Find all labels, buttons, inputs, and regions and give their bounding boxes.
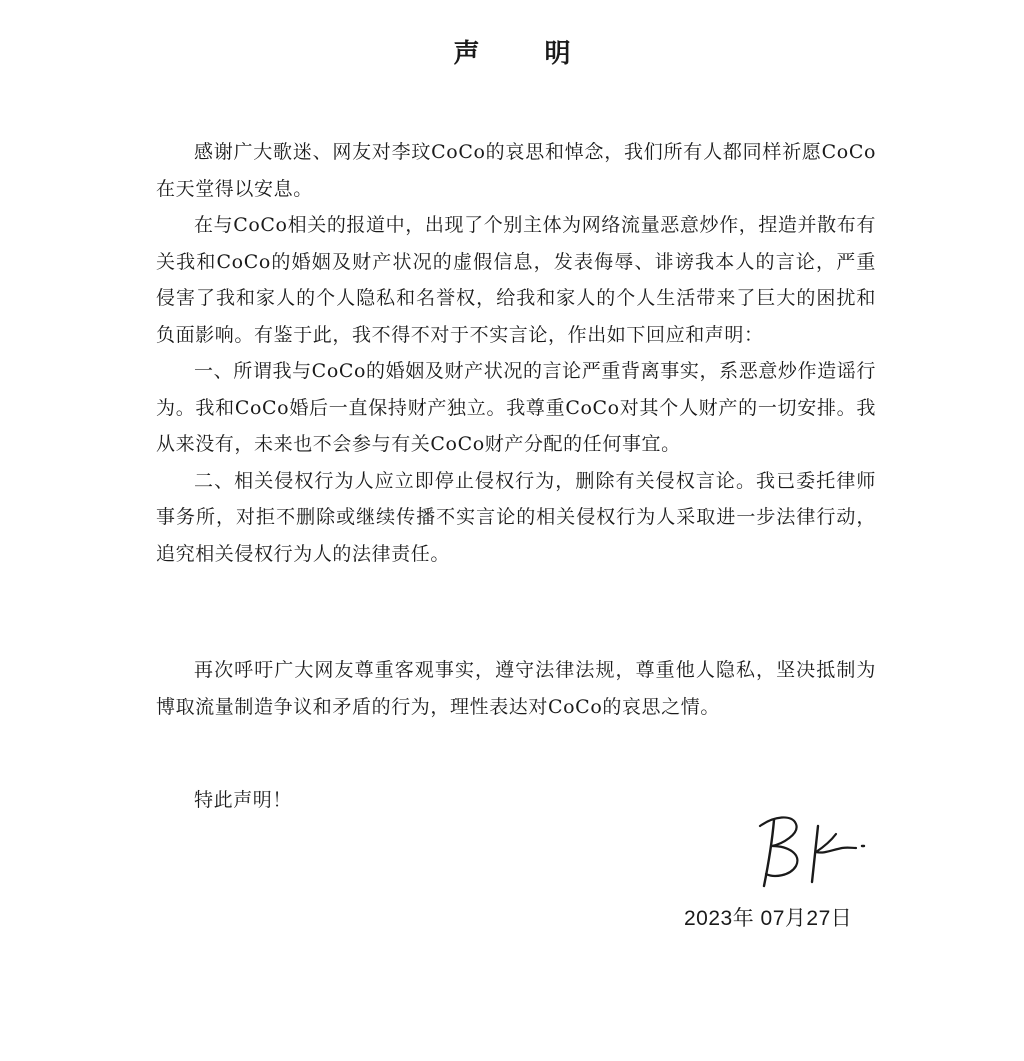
paragraph-background: 在与CoCo相关的报道中，出现了个别主体为网络流量恶意炒作，捏造并散布有关我和CoCo的婚姻及财产状况的虚假信息，发表侮辱、诽谤我本人的言论，严重侵害了我和家人的个人隐私和名誉权，给我和家人的个人生活带来了巨大的困扰和负面影响。有鉴于此，我不得不对于不实言论，作出如下回应和声明： [156, 214, 876, 346]
closing-block [156, 652, 876, 725]
paragraph-thanks: 感谢广大歌迷、网友对李玟CoCo的哀思和悼念，我们所有人都同样祈愿CoCo在天堂得以安息。 [156, 141, 876, 200]
paragraph-point-one: 一、所谓我与CoCo的婚姻及财产状况的言论严重背离事实，系恶意炒作造谣行为。我和CoCo婚后一直保持财产独立。我尊重CoCo对其个人财产的一切安排。我从来没有，未来也不会参与有关CoCo财产分配的任何事宜。 [156, 360, 876, 455]
statement-body [156, 134, 876, 572]
paragraph-point-two: 二、相关侵权行为人应立即停止侵权行为，删除有关侵权言论。我已委托律师事务所，对拒不删除或继续传播不实言论的相关侵权行为人采取进一步法律行动，追究相关侵权行为人的法律责任。 [156, 469, 876, 565]
statement-date: 2023年 07月27日 [684, 907, 853, 930]
handwritten-signature [752, 808, 872, 890]
closing-statement: 特此声明！ [194, 789, 293, 811]
paragraph-appeal: 再次呼吁广大网友尊重客观事实，遵守法律法规，尊重他人隐私，坚决抵制为博取流量制造争议和矛盾的行为，理性表达对CoCo的哀思之情。 [156, 659, 876, 718]
document-title: 声 明 [453, 39, 599, 69]
